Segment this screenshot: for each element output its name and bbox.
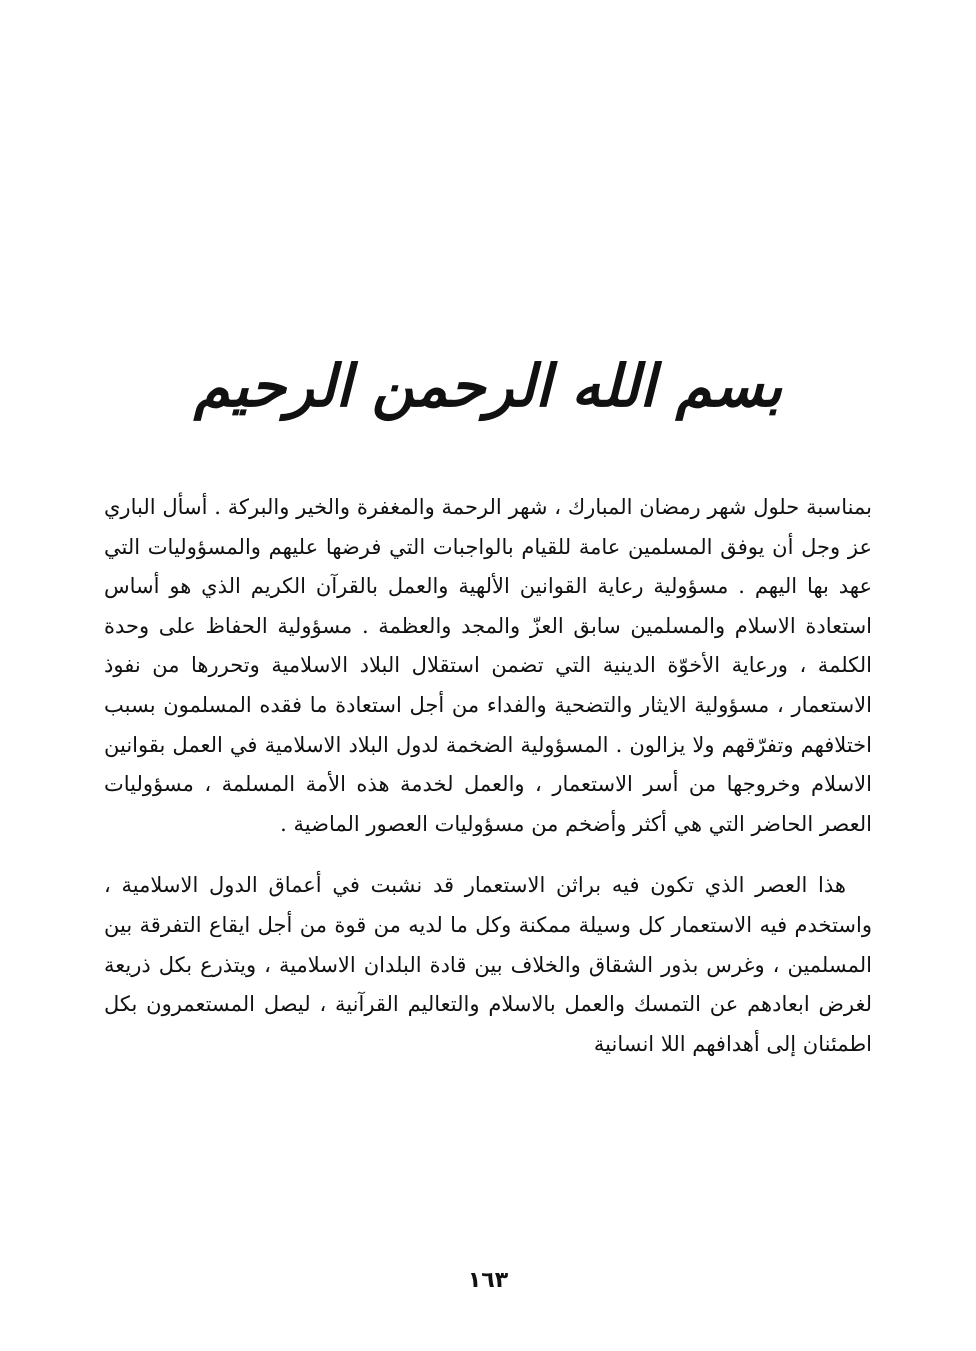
basmala-calligraphy (0, 340, 976, 440)
basmala-text: بسم الله الرحمن الرحيم (193, 352, 783, 420)
body-text (104, 488, 872, 1064)
paragraph-2: هذا العصر الذي تكون فيه براثن الاستعمار قد نشبت في أعماق الدول الاسلامية ، واستخدم فيه الاستعمار كل وسيلة ممكنة وكل ما لديه من قوة من أجل ايقاع التفرقة بين المسلمين ، وغرس بذور الشقاق والخلاف بين قادة البلدان الاسلامية ، ويتذرع بكل ذريعة لغرض ابعادهم عن التمسك والعمل بالاسلام والتعاليم القرآنية ، ليصل المستعمرون بكل اطمئنان إلى أهدافهم اللا انسانية (104, 873, 872, 1056)
page-number: ١٦٣ (467, 1268, 509, 1293)
basmala-calligraphy-drawing (193, 340, 783, 440)
paragraph-1: بمناسبة حلول شهر رمضان المبارك ، شهر الرحمة والمغفرة والخير والبركة . أسأل الباري عز وجل أن يوفق المسلمين عامة للقيام بالواجبات التي فرضها عليهم والمسؤوليات التي عهد بها اليهم . مسؤولية رعاية القوانين الألهية والعمل بالقرآن الكريم الذي هو أساس استعادة الاسلام والمسلمين سابق العزّ والمجد والعظمة . مسؤولية الحفاظ على وحدة الكلمة ، ورعاية الأخوّة الدينية التي تضمن استقلال البلاد الاسلامية وتحررها من نفوذ الاستعمار ، مسؤولية الايثار والتضحية والفداء من أجل استعادة ما فقده المسلمون بسبب اختلافهم وتفرّقهم ولا يزالون . المسؤولية الضخمة لدول البلاد الاسلامية في العمل بقوانين الاسلام وخروجها من أسر الاستعمار ، والعمل لخدمة هذه الأمة المسلمة ، مسؤوليات العصر الحاضر التي هي أكثر وأضخم من مسؤوليات العصور الماضية . (104, 495, 872, 836)
